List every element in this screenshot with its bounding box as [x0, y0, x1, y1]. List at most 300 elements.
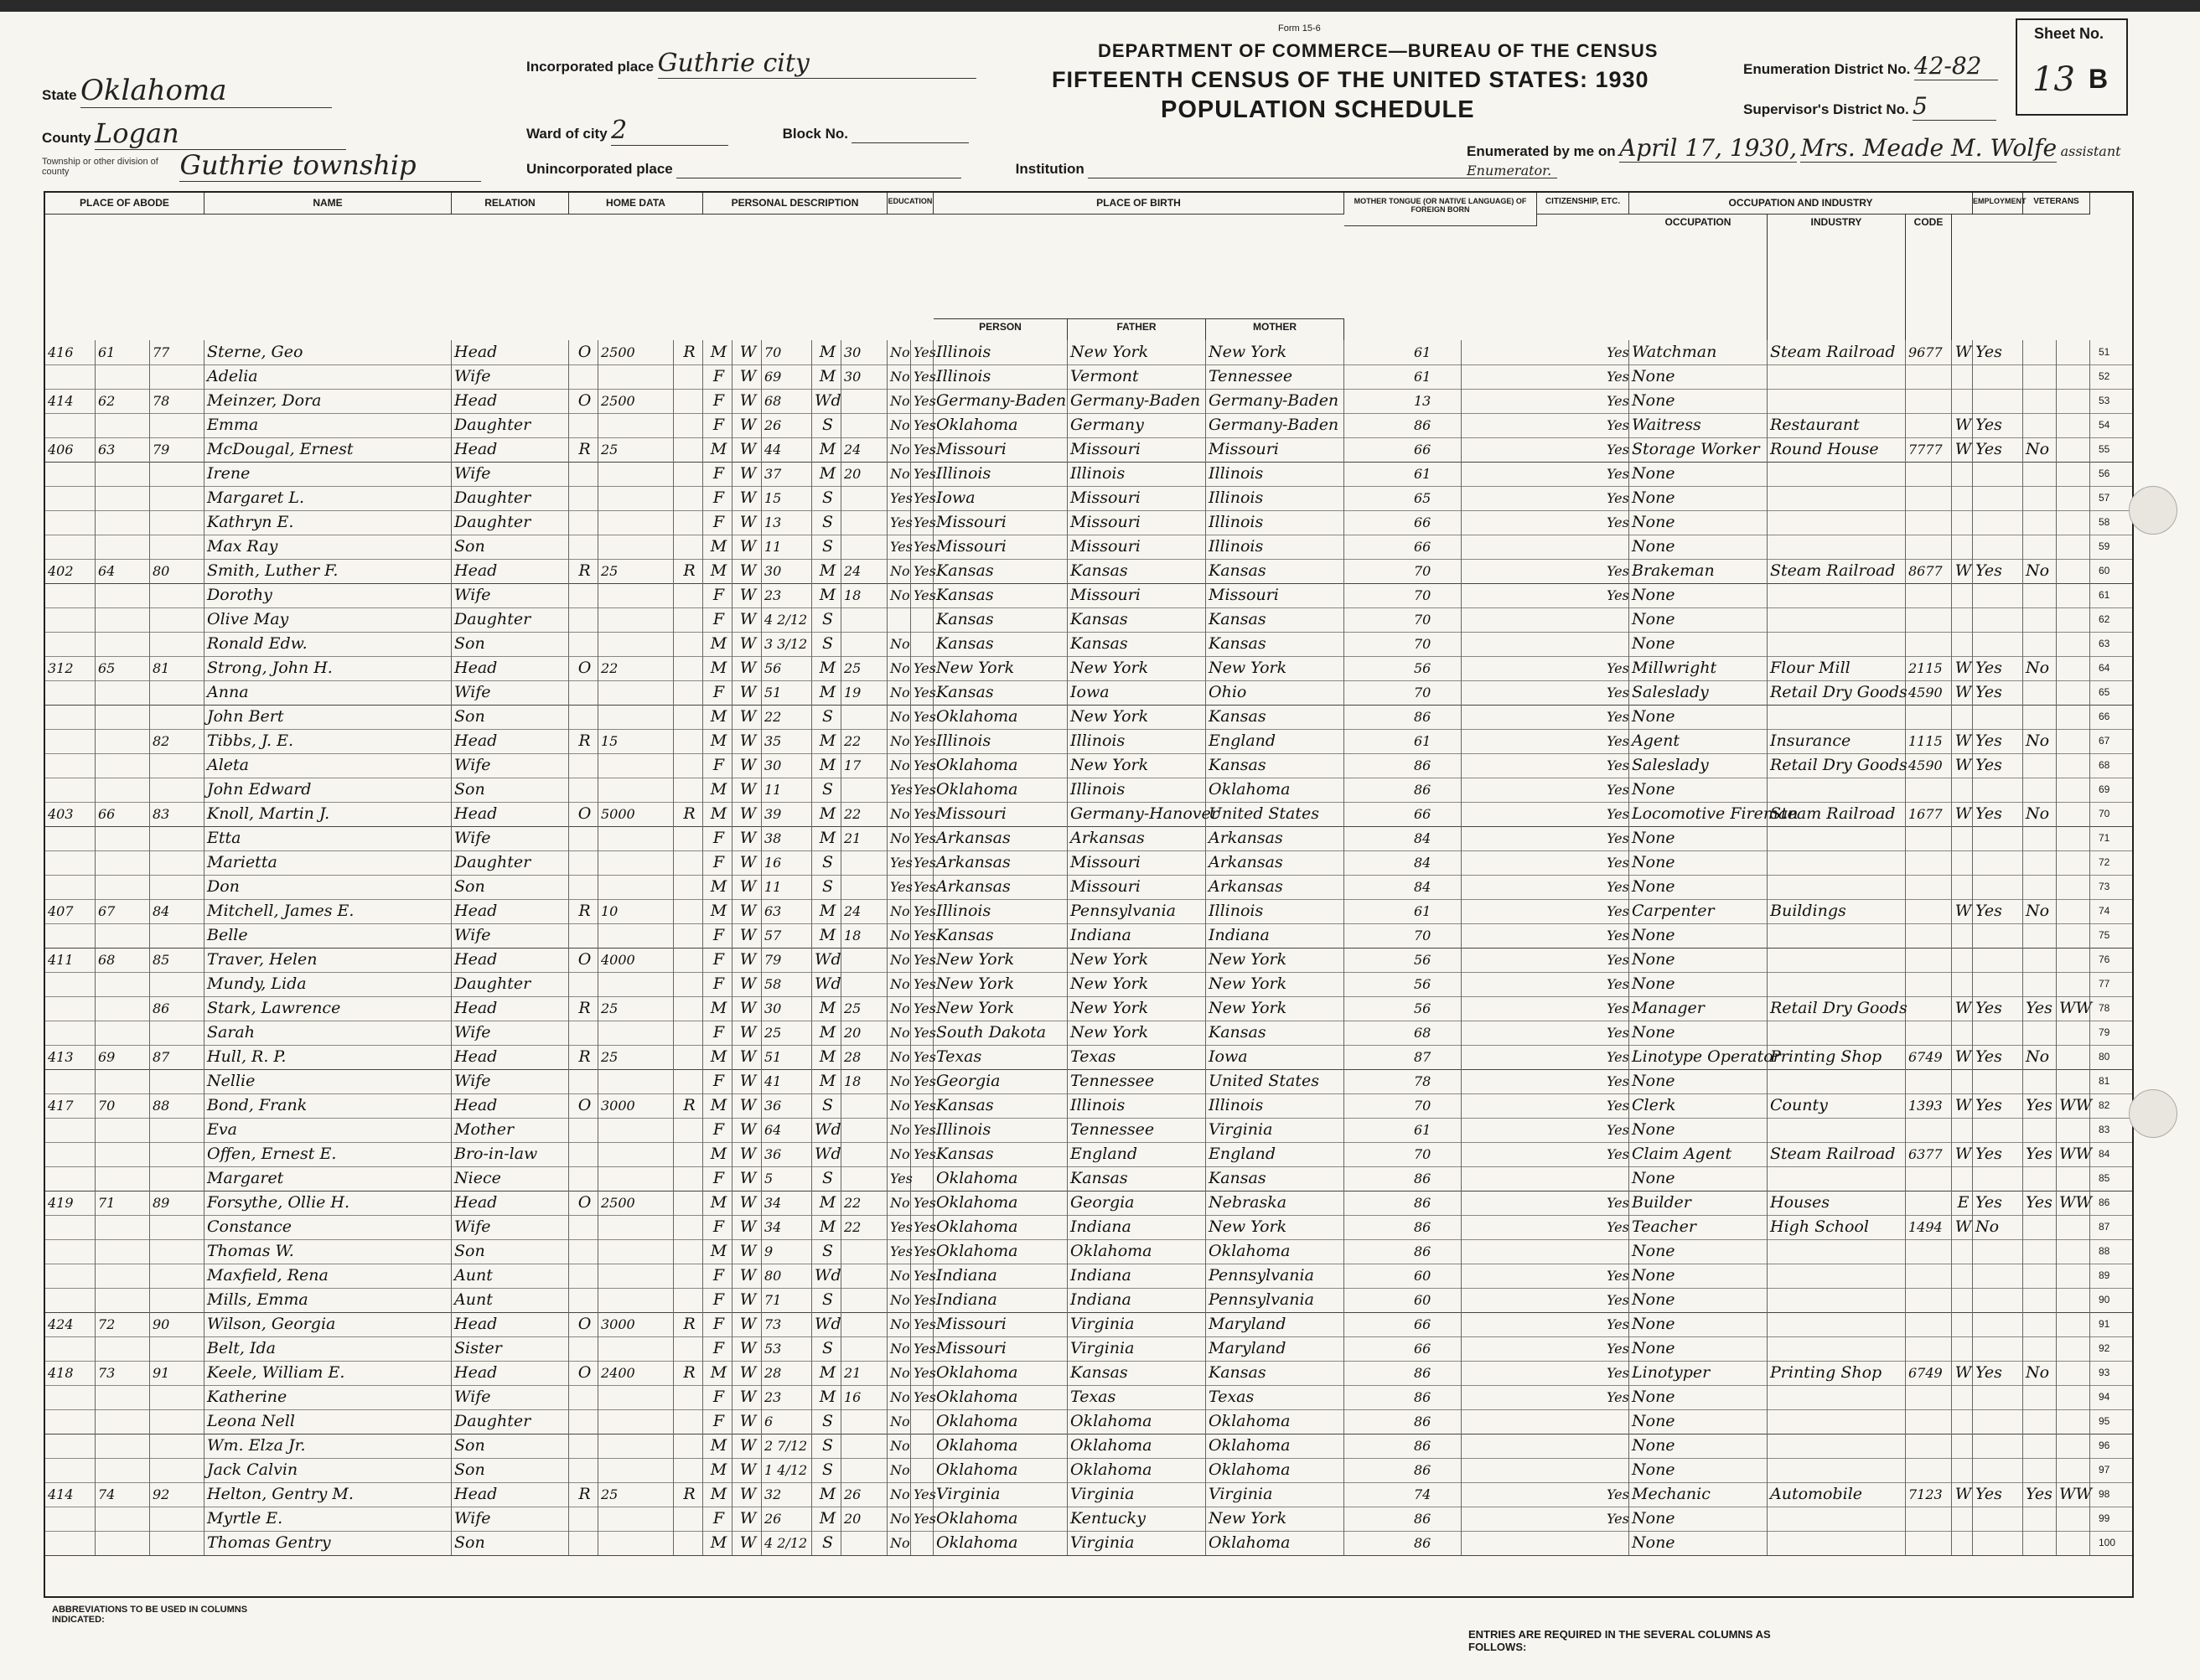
cell-english: Yes — [1604, 875, 1629, 899]
cell-dwelling — [96, 1531, 150, 1555]
cell-value: 2500 — [598, 389, 674, 413]
cell-name: Traver, Helen — [204, 948, 452, 972]
cell-school: No — [888, 656, 911, 680]
cell-race: W — [732, 1312, 762, 1336]
cell-dwelling: 62 — [96, 389, 150, 413]
line-number: 94 — [2099, 1391, 2110, 1403]
cell-age-married — [841, 607, 888, 632]
cell-war — [2057, 583, 2090, 607]
cell-code: 66 — [1411, 1336, 1462, 1361]
enumerator-name: Mrs. Meade M. Wolfe — [1800, 134, 2058, 162]
cell-name: Dorothy — [204, 583, 452, 607]
cell-occupation: None — [1629, 1312, 1768, 1336]
cell-value — [598, 778, 674, 802]
incorporated-label: Incorporated place — [526, 59, 655, 75]
cell-mother-birth: Missouri — [1206, 437, 1344, 462]
cell-mother-birth: Maryland — [1206, 1312, 1344, 1336]
cell-street: 406 — [45, 437, 96, 462]
line-number: 84 — [2099, 1148, 2110, 1160]
cell-sex: F — [703, 1264, 732, 1288]
cell-industry — [1768, 1531, 1906, 1555]
cell-race: W — [732, 1507, 762, 1531]
cell-family — [150, 1264, 204, 1288]
cell-street — [45, 1166, 96, 1191]
cell-value — [598, 680, 674, 705]
cell-industry — [1768, 850, 1906, 875]
cell-tenure — [569, 1069, 598, 1093]
cell-father-birth: Kansas — [1068, 559, 1206, 583]
cell-age-married — [841, 389, 888, 413]
cell-occupation: None — [1629, 486, 1768, 510]
cell-family: 91 — [150, 1361, 204, 1385]
cell-occupation: Waitress — [1629, 413, 1768, 437]
cell-street — [45, 607, 96, 632]
cell-street — [45, 1239, 96, 1264]
cell-school: No — [888, 1336, 911, 1361]
cell-radio — [674, 632, 703, 656]
cell-family — [150, 535, 204, 559]
cell-occupation: None — [1629, 923, 1768, 948]
cell-relation: Wife — [452, 1215, 569, 1239]
cell-age: 56 — [762, 656, 812, 680]
cell-mother-birth: Germany-Baden — [1206, 413, 1344, 437]
cell-race: W — [732, 948, 762, 972]
cell-name: Keele, William E. — [204, 1361, 452, 1385]
cell-family — [150, 1021, 204, 1045]
cell-read: Yes — [911, 1288, 934, 1312]
table-row — [45, 996, 2132, 1021]
cell-english — [1604, 632, 1629, 656]
cell-vet — [2023, 413, 2057, 437]
cell-sex: F — [703, 1336, 732, 1361]
cell-race: W — [732, 510, 762, 535]
cell-age-married: 20 — [841, 1021, 888, 1045]
cell-birth: Missouri — [934, 1336, 1068, 1361]
table-row — [45, 1288, 2132, 1313]
cell-race: W — [732, 1458, 762, 1482]
cell-english: Yes — [1604, 1142, 1629, 1166]
cell-street: 402 — [45, 559, 96, 583]
cell-sex: F — [703, 1288, 732, 1312]
table-row — [45, 486, 2132, 511]
enumerator-title: assistant Enumerator. — [1467, 143, 2121, 178]
cell-age: 58 — [762, 972, 812, 996]
cell-dwelling: 64 — [96, 559, 150, 583]
cell-dwelling: 65 — [96, 656, 150, 680]
cell-father-birth: Germany-Hanover — [1068, 802, 1206, 826]
cell-read: Yes — [911, 486, 934, 510]
line-number: 65 — [2099, 686, 2110, 698]
cell-occupation: None — [1629, 1118, 1768, 1142]
cell-street — [45, 583, 96, 607]
cell-ind-code — [1906, 948, 1952, 972]
cell-ind-code: 4590 — [1906, 753, 1952, 778]
cell-dwelling — [96, 1166, 150, 1191]
cell-father-birth: Indiana — [1068, 1288, 1206, 1312]
table-row — [45, 948, 2132, 973]
cell-class: W — [1952, 680, 1973, 705]
cell-family — [150, 413, 204, 437]
cell-radio — [674, 486, 703, 510]
cell-birth: Oklahoma — [934, 413, 1068, 437]
cell-dwelling — [96, 583, 150, 607]
cell-class: W — [1952, 1045, 1973, 1069]
cell-class — [1952, 583, 1973, 607]
group-veterans: VETERANS — [2023, 193, 2090, 215]
cell-read: Yes — [911, 1069, 934, 1093]
cell-occupation: None — [1629, 705, 1768, 729]
cell-industry — [1768, 583, 1906, 607]
cell-at-work — [1973, 510, 2023, 535]
cell-value — [598, 1336, 674, 1361]
cell-occupation: None — [1629, 1409, 1768, 1434]
cell-war: WW — [2057, 996, 2090, 1021]
cell-school: No — [888, 923, 911, 948]
cell-school: No — [888, 389, 911, 413]
cell-value: 3000 — [598, 1093, 674, 1118]
cell-marital: M — [812, 1215, 841, 1239]
cell-race: W — [732, 1069, 762, 1093]
cell-code: 84 — [1411, 850, 1462, 875]
cell-read: Yes — [911, 680, 934, 705]
cell-radio: R — [674, 1482, 703, 1507]
cell-vet — [2023, 486, 2057, 510]
cell-father-birth: England — [1068, 1142, 1206, 1166]
cell-name: Thomas Gentry — [204, 1531, 452, 1555]
cell-english: Yes — [1604, 1482, 1629, 1507]
cell-tenure — [569, 1507, 598, 1531]
cell-war — [2057, 510, 2090, 535]
cell-code: 74 — [1411, 1482, 1462, 1507]
cell-industry — [1768, 1507, 1906, 1531]
cell-name: Mills, Emma — [204, 1288, 452, 1312]
cell-war: WW — [2057, 1191, 2090, 1215]
cell-at-work — [1973, 850, 2023, 875]
cell-english: Yes — [1604, 486, 1629, 510]
township-value: Guthrie township — [179, 149, 481, 182]
cell-age-married — [841, 1434, 888, 1458]
cell-relation: Son — [452, 1531, 569, 1555]
cell-marital: Wd — [812, 389, 841, 413]
cell-at-work — [1973, 705, 2023, 729]
cell-ind-code: 2115 — [1906, 656, 1952, 680]
cell-english: Yes — [1604, 1045, 1629, 1069]
cell-industry: Houses — [1768, 1191, 1906, 1215]
cell-age: 1 4/12 — [762, 1458, 812, 1482]
cell-read: Yes — [911, 948, 934, 972]
cell-name: Aleta — [204, 753, 452, 778]
cell-read: Yes — [911, 656, 934, 680]
cell-ind-code — [1906, 1385, 1952, 1409]
cell-family — [150, 1069, 204, 1093]
cell-father-birth: Oklahoma — [1068, 1458, 1206, 1482]
line-number: 62 — [2099, 613, 2110, 625]
cell-dwelling — [96, 1264, 150, 1288]
cell-father-birth: Missouri — [1068, 510, 1206, 535]
table-row — [45, 899, 2132, 924]
cell-dwelling — [96, 1239, 150, 1264]
cell-mother-birth: Oklahoma — [1206, 1239, 1344, 1264]
line-number: 78 — [2099, 1002, 2110, 1014]
cell-school: No — [888, 1507, 911, 1531]
cell-relation: Daughter — [452, 1409, 569, 1434]
cell-age: 16 — [762, 850, 812, 875]
cell-vet: No — [2023, 656, 2057, 680]
cell-school: No — [888, 753, 911, 778]
cell-street — [45, 705, 96, 729]
cell-sex: F — [703, 850, 732, 875]
cell-dwelling — [96, 1069, 150, 1093]
line-number: 85 — [2099, 1172, 2110, 1184]
cell-age: 51 — [762, 1045, 812, 1069]
cell-class — [1952, 1239, 1973, 1264]
cell-birth: Indiana — [934, 1288, 1068, 1312]
township-field — [42, 149, 481, 182]
cell-school: No — [888, 1069, 911, 1093]
cell-race: W — [732, 753, 762, 778]
cell-name: Marietta — [204, 850, 452, 875]
cell-war — [2057, 875, 2090, 899]
cell-age: 35 — [762, 729, 812, 753]
cell-school: No — [888, 1482, 911, 1507]
cell-war — [2057, 462, 2090, 486]
table-row — [45, 437, 2132, 463]
cell-value — [598, 1288, 674, 1312]
cell-code: 86 — [1411, 1239, 1462, 1264]
cell-marital: M — [812, 729, 841, 753]
cell-marital: S — [812, 1166, 841, 1191]
cell-tenure — [569, 462, 598, 486]
cell-name: Wilson, Georgia — [204, 1312, 452, 1336]
cell-ind-code — [1906, 364, 1952, 389]
cell-ind-code — [1906, 583, 1952, 607]
cell-marital: M — [812, 340, 841, 364]
table-row — [45, 1409, 2132, 1434]
cell-at-work — [1973, 826, 2023, 850]
cell-value: 2400 — [598, 1361, 674, 1385]
cell-occupation: Brakeman — [1629, 559, 1768, 583]
sheet-number: 13 — [2032, 60, 2075, 99]
cell-tenure — [569, 364, 598, 389]
cell-race: W — [732, 1361, 762, 1385]
cell-birth: Missouri — [934, 1312, 1068, 1336]
cell-radio — [674, 1239, 703, 1264]
cell-name: Olive May — [204, 607, 452, 632]
table-row — [45, 753, 2132, 778]
cell-sex: M — [703, 340, 732, 364]
cell-marital: Wd — [812, 1118, 841, 1142]
cell-dwelling — [96, 1458, 150, 1482]
cell-father-birth: Pennsylvania — [1068, 899, 1206, 923]
cell-mother-birth: New York — [1206, 996, 1344, 1021]
unincorporated-label: Unincorporated place — [526, 161, 673, 177]
cell-father-birth: Illinois — [1068, 778, 1206, 802]
cell-at-work — [1973, 486, 2023, 510]
cell-name: Hull, R. P. — [204, 1045, 452, 1069]
cell-school: No — [888, 1118, 911, 1142]
cell-code: 60 — [1411, 1264, 1462, 1288]
cell-occupation: Millwright — [1629, 656, 1768, 680]
table-row — [45, 1264, 2132, 1289]
cell-father-birth: Indiana — [1068, 1264, 1206, 1288]
cell-relation: Wife — [452, 680, 569, 705]
cell-occupation: None — [1629, 1434, 1768, 1458]
cell-relation: Daughter — [452, 972, 569, 996]
cell-ind-code — [1906, 1312, 1952, 1336]
cell-code: 86 — [1411, 1531, 1462, 1555]
cell-father-birth: Missouri — [1068, 583, 1206, 607]
cell-english: Yes — [1604, 510, 1629, 535]
cell-tenure — [569, 923, 598, 948]
cell-code: 70 — [1411, 923, 1462, 948]
cell-dwelling — [96, 1142, 150, 1166]
group-education: EDUCATION — [888, 193, 934, 215]
cell-industry: Flour Mill — [1768, 656, 1906, 680]
cell-age-married — [841, 1409, 888, 1434]
cell-age-married: 20 — [841, 462, 888, 486]
cell-marital: M — [812, 1191, 841, 1215]
table-row — [45, 1069, 2132, 1094]
county-label: County — [42, 130, 91, 146]
cell-race: W — [732, 826, 762, 850]
cell-relation: Wife — [452, 462, 569, 486]
cell-family: 88 — [150, 1093, 204, 1118]
cell-school: No — [888, 972, 911, 996]
cell-father-birth: Oklahoma — [1068, 1434, 1206, 1458]
cell-age: 53 — [762, 1336, 812, 1361]
cell-mother-birth: New York — [1206, 340, 1344, 364]
cell-street — [45, 510, 96, 535]
cell-dwelling: 69 — [96, 1045, 150, 1069]
cell-english: Yes — [1604, 899, 1629, 923]
cell-class — [1952, 389, 1973, 413]
cell-birth: New York — [934, 656, 1068, 680]
cell-at-work — [1973, 1312, 2023, 1336]
cell-father-birth: Kansas — [1068, 607, 1206, 632]
cell-family — [150, 680, 204, 705]
cell-ind-code — [1906, 510, 1952, 535]
cell-radio — [674, 850, 703, 875]
cell-class: W — [1952, 1093, 1973, 1118]
cell-at-work: Yes — [1973, 437, 2023, 462]
cell-school: No — [888, 413, 911, 437]
cell-war — [2057, 607, 2090, 632]
cell-english: Yes — [1604, 972, 1629, 996]
cell-dwelling: 63 — [96, 437, 150, 462]
col-code: CODE — [1906, 215, 1952, 340]
cell-occupation: Builder — [1629, 1191, 1768, 1215]
cell-read — [911, 1166, 934, 1191]
cell-value: 25 — [598, 1045, 674, 1069]
cell-code: 56 — [1411, 656, 1462, 680]
cell-sex: M — [703, 1531, 732, 1555]
cell-occupation: None — [1629, 1336, 1768, 1361]
cell-tenure — [569, 1142, 598, 1166]
cell-english: Yes — [1604, 826, 1629, 850]
cell-family — [150, 1531, 204, 1555]
line-number: 72 — [2099, 856, 2110, 868]
cell-mother-birth: England — [1206, 729, 1344, 753]
cell-birth: Arkansas — [934, 875, 1068, 899]
cell-industry — [1768, 486, 1906, 510]
cell-tenure — [569, 1021, 598, 1045]
cell-class — [1952, 1409, 1973, 1434]
cell-read — [911, 1531, 934, 1555]
cell-dwelling — [96, 729, 150, 753]
cell-street: 416 — [45, 340, 96, 364]
cell-ind-code: 8677 — [1906, 559, 1952, 583]
cell-relation: Head — [452, 899, 569, 923]
entries-required-note: ENTRIES ARE REQUIRED IN THE SEVERAL COLUMNS AS FOLLOWS: — [1468, 1628, 1771, 1653]
enumerated-date: April 17, 1930, — [1619, 134, 1797, 162]
cell-tenure: O — [569, 1312, 598, 1336]
cell-ind-code — [1906, 1118, 1952, 1142]
cell-name: Adelia — [204, 364, 452, 389]
cell-age-married: 22 — [841, 802, 888, 826]
supervisor-district-value: 5 — [1913, 92, 1996, 121]
cell-tenure — [569, 1385, 598, 1409]
cell-age-married — [841, 1288, 888, 1312]
cell-father-birth: Illinois — [1068, 1093, 1206, 1118]
cell-occupation: None — [1629, 1166, 1768, 1191]
cell-dwelling: 67 — [96, 899, 150, 923]
cell-race: W — [732, 656, 762, 680]
cell-age-married: 22 — [841, 729, 888, 753]
cell-tenure — [569, 753, 598, 778]
table-row — [45, 1239, 2132, 1264]
cell-race: W — [732, 1045, 762, 1069]
cell-race: W — [732, 1385, 762, 1409]
cell-at-work: Yes — [1973, 1142, 2023, 1166]
cell-radio — [674, 899, 703, 923]
cell-age-married: 30 — [841, 364, 888, 389]
cell-english — [1604, 1458, 1629, 1482]
cell-occupation: Linotype Operator — [1629, 1045, 1768, 1069]
cell-dwelling — [96, 1288, 150, 1312]
cell-mother-birth: New York — [1206, 948, 1344, 972]
cell-age: 4 2/12 — [762, 607, 812, 632]
cell-birth: Virginia — [934, 1482, 1068, 1507]
cell-mother-birth: Illinois — [1206, 486, 1344, 510]
cell-father-birth: Texas — [1068, 1045, 1206, 1069]
cell-value: 2500 — [598, 340, 674, 364]
cell-occupation: Mechanic — [1629, 1482, 1768, 1507]
line-number: 98 — [2099, 1488, 2110, 1500]
cell-at-work — [1973, 632, 2023, 656]
cell-mother-birth: Kansas — [1206, 1166, 1344, 1191]
cell-vet — [2023, 948, 2057, 972]
cell-industry: High School — [1768, 1215, 1906, 1239]
cell-street — [45, 1215, 96, 1239]
cell-school: No — [888, 583, 911, 607]
cell-dwelling — [96, 510, 150, 535]
cell-dwelling — [96, 1507, 150, 1531]
cell-tenure — [569, 632, 598, 656]
cell-radio — [674, 1215, 703, 1239]
cell-age-married: 30 — [841, 340, 888, 364]
cell-school: Yes — [888, 1166, 911, 1191]
cell-street — [45, 1264, 96, 1288]
cell-race: W — [732, 1093, 762, 1118]
cell-name: John Edward — [204, 778, 452, 802]
enumerated-field — [1467, 134, 2200, 179]
cell-dwelling: 70 — [96, 1093, 150, 1118]
cell-family — [150, 1239, 204, 1264]
cell-code: 13 — [1411, 389, 1462, 413]
cell-marital: S — [812, 1239, 841, 1264]
cell-age: 26 — [762, 1507, 812, 1531]
cell-sex: M — [703, 1191, 732, 1215]
